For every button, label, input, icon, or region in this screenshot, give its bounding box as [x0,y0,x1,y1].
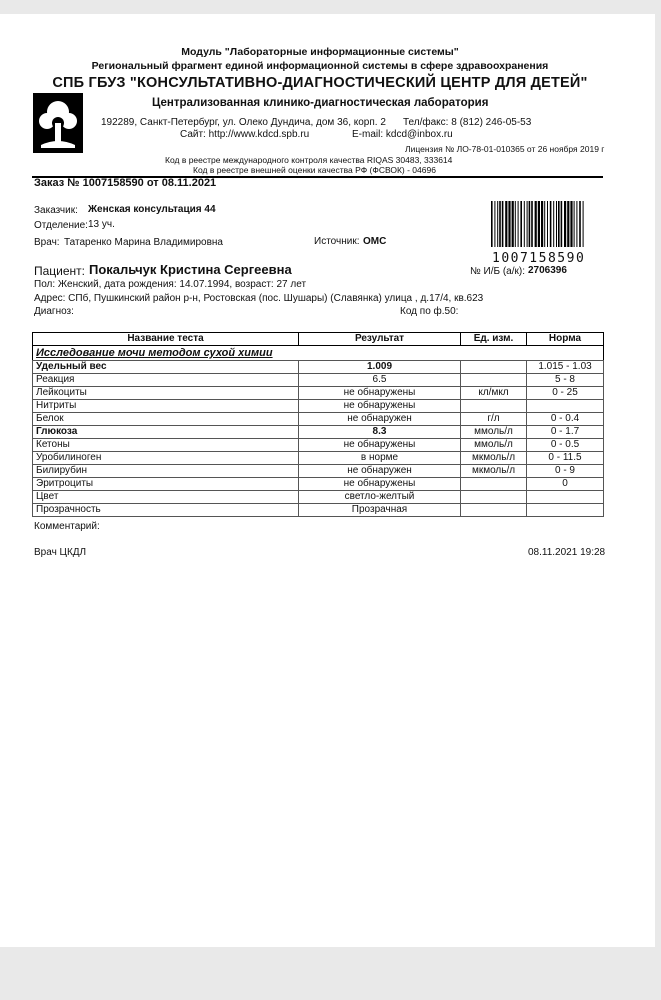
barcode-bar [497,201,498,247]
barcode-bar [564,201,566,247]
barcode-bar [547,201,548,247]
test-result: Прозрачная [299,504,461,517]
test-result: 1.009 [299,361,461,374]
table-row [33,361,604,374]
test-norm: 0 - 9 [527,465,604,478]
source-value: ОМС [363,236,387,247]
test-norm [527,400,604,413]
barcode-bar [518,201,519,247]
ib-value: 2706396 [528,265,567,276]
test-name: Лейкоциты [33,387,299,400]
barcode-bar [529,201,531,247]
test-name: Нитриты [33,400,299,413]
test-name: Реакция [33,374,299,387]
barcode-bar [491,201,493,247]
doctor-value: Татаренко Марина Владимировна [64,237,223,248]
test-result: не обнаружены [299,478,461,491]
lab-report-sheet [0,14,655,947]
doctor-ckdl-label: Врач ЦКДЛ [34,547,87,558]
table-row [33,387,604,400]
test-result: не обнаружены [299,400,461,413]
col-header-norm: Норма [527,333,604,346]
table-row [33,426,604,439]
barcode-bar [574,201,575,247]
barcode-bar [544,201,545,247]
barcode-bar [524,201,525,247]
test-unit: кл/мкл [461,387,527,400]
report-datetime: 08.11.2021 19:28 [528,547,606,558]
test-name: Эритроциты [33,478,299,491]
customer-value: Женская консультация 44 [88,204,216,215]
table-row [33,374,604,387]
code-f50-label: Код по ф.50: [400,306,459,317]
test-name: Кетоны [33,439,299,452]
test-name: Цвет [33,491,299,504]
email: E-mail: kdcd@inbox.ru [352,129,453,140]
order-title: Заказ № 1007158590 от 08.11.2021 [34,177,217,189]
test-norm: 0 - 11.5 [527,452,604,465]
test-result: не обнаружены [299,387,461,400]
barcode-bar [520,201,522,247]
barcode-bar [583,201,584,247]
test-unit: г/л [461,413,527,426]
test-norm: 0 [527,478,604,491]
test-name: Уробилиноген [33,452,299,465]
table-row [33,413,604,426]
table-row [33,452,604,465]
table-row [33,465,604,478]
barcode-bar [515,201,516,247]
fsvok-code: Код в реестре внешней оценки качества РФ (ФСВОК) - 04696 [193,165,436,175]
phone: Тел/факс: 8 (812) 246-05-53 [403,117,532,128]
barcode-bar [561,201,563,247]
barcode-bar [579,201,581,247]
barcode-bar [505,201,507,247]
module-line: Модуль "Лабораторные информационные системы" [181,46,459,58]
barcode-bar [502,201,504,247]
test-name: Билирубин [33,465,299,478]
test-unit: ммоль/л [461,439,527,452]
test-result: светло-желтый [299,491,461,504]
riqas-code: Код в реестре международного контроля качества RIQAS 30483, 333614 [165,155,453,165]
barcode-number: 1007158590 [492,251,586,266]
test-result: в норме [299,452,461,465]
table-row [33,491,604,504]
barcode-bar [499,201,501,247]
test-result: 6.5 [299,374,461,387]
col-header-result: Результат [299,333,461,346]
col-header-test: Название теста [33,333,299,346]
diagnosis-label: Диагноз: [34,306,74,317]
customer-label: Заказчик: [34,205,78,216]
barcode-bar [550,201,552,247]
test-unit [461,491,527,504]
test-norm: 5 - 8 [527,374,604,387]
license: Лицензия № ЛО-78-01-010365 от 26 ноября 2019 г [405,144,605,154]
test-unit: мкмоль/л [461,465,527,478]
order-barcode [490,201,586,247]
comment-label: Комментарий: [34,521,100,532]
section-row [33,346,604,361]
test-norm: 0 - 1.7 [527,426,604,439]
test-unit [461,374,527,387]
barcode-bar [558,201,560,247]
tree-logo-icon [33,93,83,153]
patient-address: Адрес: СПб, Пушкинский район р-н, Ростовская (пос. Шушары) (Славянка) улица , д.17/4, кв.623 [34,293,484,304]
test-result: 8.3 [299,426,461,439]
doctor-label: Врач: [34,237,60,248]
test-norm: 1.015 - 1.03 [527,361,604,374]
col-header-unit: Ед. изм. [461,333,527,346]
site-link: Сайт: http://www.kdcd.spb.ru [180,129,310,140]
barcode-bar [508,201,510,247]
department-value: 13 уч. [88,219,115,230]
barcode-bar [567,201,569,247]
test-norm [527,491,604,504]
test-unit [461,400,527,413]
table-row [33,478,604,491]
barcode-bar [535,201,537,247]
test-name: Белок [33,413,299,426]
barcode-bar [570,201,572,247]
barcode-bar [538,201,540,247]
barcode-bar [494,201,495,247]
test-norm: 0 - 0.4 [527,413,604,426]
barcode-bar [512,201,514,247]
results-table [32,332,604,517]
org-name: СПБ ГБУЗ "КОНСУЛЬТАТИВНО-ДИАГНОСТИЧЕСКИЙ ЦЕНТР ДЛЯ ДЕТЕЙ" [52,75,588,91]
table-row [33,400,604,413]
test-name: Прозрачность [33,504,299,517]
test-result: не обнаружены [299,439,461,452]
source-label: Источник: [314,236,360,247]
patient-details: Пол: Женский, дата рождения: 14.07.1994, возраст: 27 лет [34,279,307,290]
table-row [33,439,604,452]
test-unit: мкмоль/л [461,452,527,465]
region-line: Региональный фрагмент единой информационной системы в сфере здравоохранения [91,60,549,72]
table-header-row [33,333,604,346]
test-norm: 0 - 0.5 [527,439,604,452]
test-norm [527,504,604,517]
ib-label: № И/Б (а/к): [470,266,525,277]
test-result: не обнаружен [299,465,461,478]
test-unit [461,478,527,491]
test-unit: ммоль/л [461,426,527,439]
test-unit [461,361,527,374]
barcode-bar [527,201,528,247]
test-norm: 0 - 25 [527,387,604,400]
patient-name: Покальчук Кристина Сергеевна [89,262,292,277]
test-unit [461,504,527,517]
barcode-bar [553,201,554,247]
test-result: не обнаружен [299,413,461,426]
barcode-bar [541,201,543,247]
address: 192289, Санкт-Петербург, ул. Олеко Дундича, дом 36, корп. 2 [101,117,386,128]
department-label: Отделение: [34,220,88,231]
table-row [33,504,604,517]
test-name: Глюкоза [33,426,299,439]
barcode-bar [576,201,577,247]
patient-label: Пациент: [34,264,86,278]
lab-name: Централизованная клинико-диагностическая лаборатория [152,97,489,109]
section-title: Исследование мочи методом сухой химии [33,346,604,361]
test-name: Удельный вес [33,361,299,374]
barcode-bar [556,201,557,247]
barcode-bar [531,201,533,247]
